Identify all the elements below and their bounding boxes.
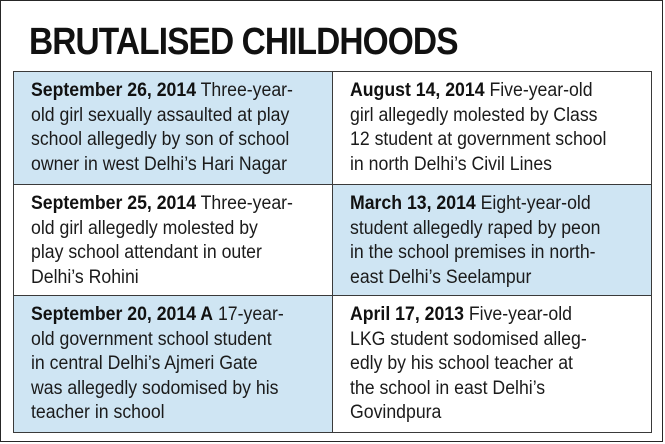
entry-text: in central Delhi’s Ajmeri Gate	[31, 353, 258, 374]
entry-text: LKG student sodomised alleg-	[349, 328, 587, 350]
entry-first-line	[31, 303, 301, 328]
entry-text: Five-year-old	[463, 304, 572, 325]
entry-text: girl allegedly molested by Class	[349, 104, 597, 126]
entry-first-line	[31, 79, 301, 104]
entry-text: Five-year-old	[484, 80, 593, 101]
entry-text: the school in east Delhi’s	[349, 377, 545, 399]
incident-entry	[333, 72, 652, 185]
entry-date: September 20, 2014 A	[31, 304, 214, 325]
entry-text: in north Delhi’s Civil Lines	[349, 153, 552, 175]
entry-date: March 13, 2014	[349, 193, 476, 214]
entry-text: student allegedly raped by peon	[349, 217, 601, 239]
entry-text: Govindpura	[349, 402, 441, 423]
entry-text: Three-year-	[196, 193, 293, 214]
entry-text: was allegedly sodomised by his	[31, 377, 279, 399]
entry-text: old girl allegedly molested by	[31, 217, 258, 239]
entry-text: teacher in school	[31, 402, 165, 423]
entry-text: in the school premises in north-	[349, 242, 596, 263]
entry-text: play school attendant in outer	[31, 242, 262, 263]
entry-date: August 14, 2014	[349, 80, 485, 101]
entry-date: April 17, 2013	[349, 304, 464, 325]
incident-entry	[14, 72, 333, 185]
entry-text: Three-year-	[196, 80, 293, 101]
entry-first-line	[350, 192, 621, 217]
entry-text: school allegedly by son of school	[31, 129, 290, 150]
entry-text: Eight-year-old	[475, 193, 591, 214]
entry-text: edly by his school teacher at	[349, 353, 573, 374]
headline: BRUTALISED CHILDHOODS	[29, 21, 458, 63]
entry-text: old girl sexually assaulted at play	[31, 104, 290, 126]
incident-grid	[13, 71, 652, 433]
entry-text: 17-year-	[213, 304, 284, 325]
incident-entry	[333, 185, 652, 296]
entry-first-line	[350, 79, 621, 104]
entry-text: east Delhi’s Seelampur	[349, 266, 531, 288]
entry-date: September 25, 2014	[31, 193, 197, 214]
entry-first-line	[350, 303, 621, 328]
entry-text: Delhi’s Rohini	[31, 266, 139, 288]
entry-date: September 26, 2014	[31, 80, 197, 101]
incident-entry	[333, 296, 652, 432]
incident-entry	[14, 185, 333, 296]
entry-text: old government school student	[31, 328, 272, 350]
entry-first-line	[31, 192, 301, 217]
entry-text: 12 student at government school	[349, 129, 606, 150]
entry-text: owner in west Delhi’s Hari Nagar	[31, 153, 287, 175]
incident-entry	[14, 296, 333, 432]
